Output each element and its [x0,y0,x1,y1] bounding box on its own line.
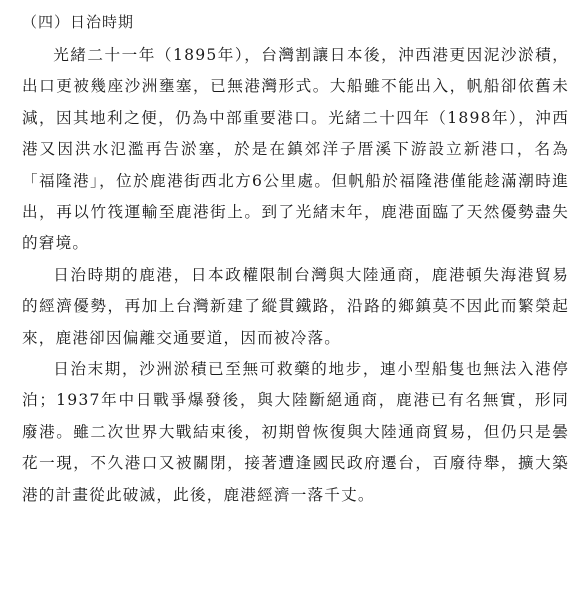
paragraph-2: 日治時期的鹿港，日本政權限制台灣與大陸通商，鹿港頓失海港貿易的經濟優勢，再加上台灣新建了縱貫鐵路，沿路的鄉鎮莫不因此而繁榮起來，鹿港卻因偏離交通要道，因而被冷落。 [22,265,569,347]
section-heading: （四）日治時期 [22,13,135,31]
paragraph-1: 光緒二十一年（1895年），台灣割讓日本後，沖西港更因泥沙淤積，出口更被幾座沙洲壅塞，已無港灣形式。大船雖不能出入，帆船卻依舊未減，因其地利之便，仍為中部重要港口。光緒二十四年（1898年），沖西港又因洪水氾濫再告淤塞，於是在鎮郊洋子厝溪下游設立新港口，名為「福隆港」，位於鹿港街西北方6公里處。但帆船於福隆港僅能趁滿潮時進出，再以竹筏運輸至鹿港街上。到了光緒末年，鹿港面臨了天然優勢盡失的窘境。 [22,46,569,253]
paragraph-3: 日治末期，沙洲淤積已至無可救藥的地步，連小型船隻也無法入港停泊；1937年中日戰爭爆發後，與大陸斷絕通商，鹿港已有名無實，形同廢港。雖二次世界大戰結束後，初期曾恢復與大陸通商貿易，但仍只是曇花一現，不久港口又被關閉，接著遭逢國民政府遷台，百廢待舉，擴大築港的計畫從此破滅，此後，鹿港經濟一落千丈。 [22,360,569,504]
